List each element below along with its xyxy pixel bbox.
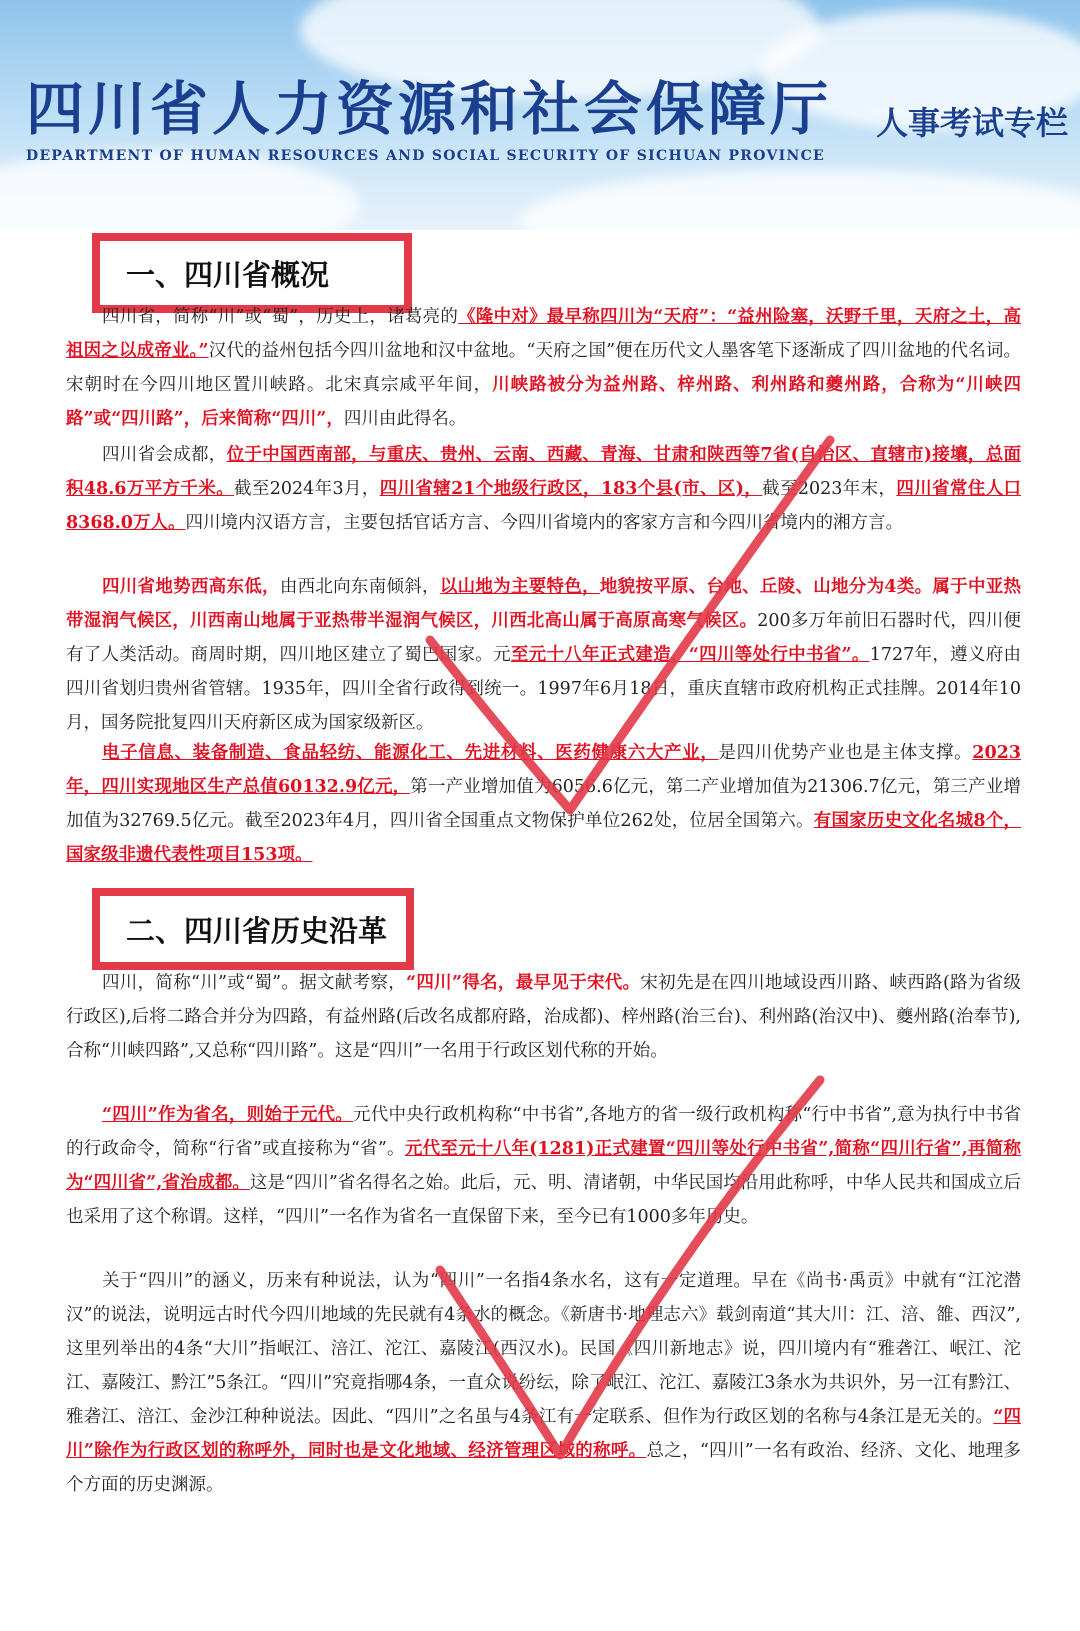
highlighted-text: 元代至元十八年(1281)正式建置“四川等处行中书省”,简称“四川行省”,再简称为“四川省”,省治成都。 (66, 1139, 1021, 1193)
body-text: 四川省会成都， (102, 445, 227, 465)
body-text: 总之，“四川”一名有政治、经济、文化、地理多个方面的历史渊源。 (66, 1441, 1021, 1495)
banner-title: 四川省人力资源和社会保障厅 (26, 75, 833, 143)
section2-paragraph-3 (66, 1264, 1021, 1502)
body-text: 200多万年前旧石器时代，四川便有了人类活动。商周时期，四川地区建立了蜀巴国家。元 (66, 611, 1022, 665)
body-text: 元代中央行政机构称“中书省”,各地方的省一级行政机构称“行中书省”,意为执行中书省的行政命令，简称“行省”或直接称为“省”。 (66, 1105, 1021, 1159)
highlighted-text: “四川”除作为行政区划的称呼外，同时也是文化地域、经济管理区域的称呼。 (66, 1407, 1021, 1461)
highlighted-text: 至元十八年正式建造，“四川等处行中书省”。 (510, 645, 870, 665)
banner-column-label: 人事考试专栏 (875, 104, 1068, 142)
section2-heading-text: 二、四川省历史沿革 (126, 913, 388, 948)
highlighted-text: 《隆中对》最早称四川为“天府”：“益州险塞，沃野千里，天府之土，高祖因之以成帝业。” (66, 307, 1021, 361)
section1-paragraph-3 (66, 570, 1021, 740)
section2-paragraph-2 (66, 1098, 1021, 1234)
body-text: 这是“四川”省名得名之始。此后，元、明、清诸朝，中华民国均沿用此称呼，中华人民共和国成立后也采用了这个称谓。这样，“四川”一名作为省名一直保留下来，至今已有1000多年历史。 (66, 1173, 1021, 1227)
section2-heading (92, 888, 414, 970)
section1-paragraph-4 (66, 736, 1021, 872)
highlighted-text: 2023年，四川实现地区生产总值60132.9亿元， (66, 743, 1022, 797)
body-text: 第一产业增加值为6056.6亿元，第二产业增加值为21306.7亿元，第三产业增加值为32769.5亿元。截至2023年4月，四川省全国重点文物保护单位262处，位居全国第六。 (66, 777, 1021, 831)
highlighted-text: 位于中国西南部，与重庆、贵州、云南、西藏、青海、甘肃和陕西等7省(自治区、直辖市)接壤，总面积48.6万平方千米。 (66, 445, 1022, 499)
body-text: 四川由此得名。 (343, 409, 467, 429)
body-text: 截至2023年末， (762, 479, 897, 499)
highlighted-text: 地貌按平原、台地、丘陵、山地分为4类。属于中亚热带湿润气候区，川西南山地属于亚热带半湿润气候区，川西北高山属于高原高寒气候区。 (66, 577, 1022, 631)
section2-paragraph-1 (66, 966, 1021, 1068)
highlighted-text: “四川”作为省名，则始于元代。 (102, 1105, 354, 1125)
section1-paragraph-2 (66, 438, 1021, 540)
highlighted-text: 四川省辖21个地级行政区，183个县(市、区)， (379, 479, 763, 499)
body-text: 四川境内汉语方言，主要包括官话方言、今四川省境内的客家方言和今四川省境内的湘方言。 (185, 513, 903, 533)
highlighted-text: 以山地为主要特色， (439, 577, 600, 597)
highlighted-text: 有国家历史文化名城8个，国家级非遗代表性项目153项。 (66, 811, 1022, 865)
highlighted-text: 四川省常住人口8368.0万人。 (66, 479, 1021, 533)
banner-subtitle: DEPARTMENT OF HUMAN RESOURCES AND SOCIAL SECURITY OF SICHUAN PROVINCE (26, 148, 826, 164)
body-text: 四川，简称“川”或“蜀”。据文献考察， (102, 973, 406, 993)
body-text: 宋初先是在四川地域设西川路、峡西路(路为省级行政区),后将二路合并分为四路，有益州路(后改名成都府路，治成都)、梓州路(治三台)、利州路(治汉中)、夔州路(治奉节),合称“川峡四路”,又总称“四川路”。这是“四川”一名用于行政区划代称的开始。 (66, 973, 1021, 1061)
section1-paragraph-1 (66, 300, 1021, 436)
body-text: 汉代的益州包括今四川盆地和汉中盆地。“天府之国”便在历代文人墨客笔下逐渐成了四川盆地的代名词。宋朝时在今四川地区置川峡路。北宋真宗咸平年间， (66, 341, 1021, 395)
highlighted-text: “四川”得名，最早见于宋代。 (406, 973, 641, 993)
section1-heading-text: 一、四川省概况 (126, 257, 330, 292)
body-text: 关于“四川”的涵义，历来有种说法，认为“四川”一名指4条水名，这有一定道理。早在《尚书·禹贡》中就有“江沱潜汉”的说法，说明远古时代今四川地域的先民就有4条水的概念。《新唐书·地理志六》载剑南道“其大川：江、涪、雒、西汉”,这里列举出的4条“大川”指岷江、涪江、沱江、嘉陵江(西汉水)。民国《四川新地志》说，四川境内有“雅砻江、岷江、沱江、嘉陵江、黔江”5条江。“四川”究竟指哪4条，一直众说纷纭，除了岷江、沱江、嘉陵江3条水为共识外，另一江有黔江、雅砻江、涪江、金沙江种种说法。因此、“四川”之名虽与4条江有一定联系、但作为行政区划的名称与4条江是无关的。 (66, 1271, 1021, 1427)
highlighted-text: 四川省地势西高东低， (102, 577, 280, 597)
highlighted-text: 川峡路被分为益州路、梓州路、利州路和夔州路，合称为“川峡四路”或“四川路”，后来简称“四川”， (66, 375, 1021, 429)
body-text: 1727年，遵义府由四川省划归贵州省管辖。1935年，四川全省行政得到统一。1997年6月18日，重庆直辖市政府机构正式挂牌。2014年10月，国务院批复四川天府新区成为国家级新区。 (66, 645, 1022, 733)
body-text: 四川省，简称“川”或“蜀”，历史上，诸葛亮的 (102, 307, 459, 327)
body-text: 是四川优势产业也是主体支撑。 (718, 743, 973, 763)
body-text: 由西北向东南倾斜， (279, 577, 440, 597)
highlighted-text: 电子信息、装备制造、食品轻纺、能源化工、先进材料、医药健康六大产业， (102, 743, 719, 763)
body-text: 截至2024年3月， (234, 479, 380, 499)
header-banner (0, 0, 1080, 230)
cloud-decoration (520, 170, 1080, 230)
